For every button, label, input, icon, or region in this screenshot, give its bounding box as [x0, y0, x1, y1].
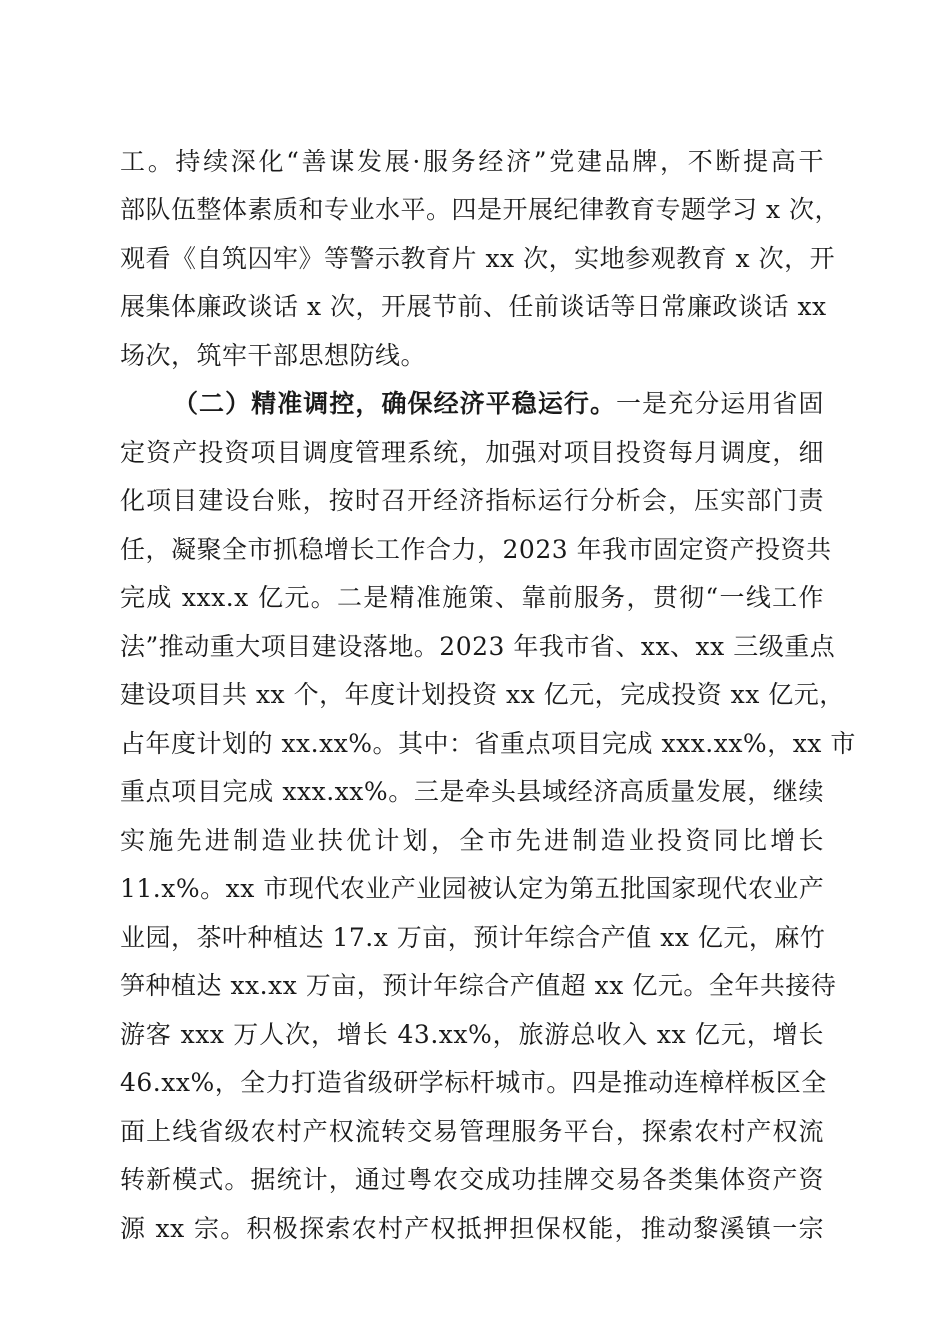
text-line-20: 46.xx%，全力打造省级研学标杆城市。四是推动连樟样板区全 — [120, 1068, 827, 1097]
text-line-5: 场次，筑牢干部思想防线。 — [120, 341, 427, 370]
text-line-9: 任，凝聚全市抓稳增长工作合力，2023 年我市固定资产投资共 — [120, 535, 832, 564]
section-heading: （二）精准调控，确保经济平稳运行。 — [173, 389, 617, 418]
text-line-18: 笋种植达 xx.xx 万亩，预计年综合产值超 xx 亿元。全年共接待 — [120, 971, 837, 1000]
text-line-7: 定资产投资项目调度管理系统，加强对项目投资每月调度，细 — [120, 438, 824, 467]
text-line-10: 完成 xxx.x 亿元。二是精准施策、靠前服务，贯彻“一线工作 — [120, 583, 824, 612]
text-line-15: 实施先进制造业扶优计划，全市先进制造业投资同比增长 — [120, 826, 824, 855]
text-line-8: 化项目建设台账，按时召开经济指标运行分析会，压实部门责 — [120, 486, 824, 515]
text-line-19: 游客 xxx 万人次，增长 43.xx%，旅游总收入 xx 亿元，增长 — [120, 1020, 824, 1049]
text-line-11: 法”推动重大项目建设落地。2023 年我市省、xx、xx 三级重点 — [120, 632, 836, 661]
section-line-1-text: 一是充分运用省固 — [616, 389, 824, 418]
text-line-14: 重点项目完成 xxx.xx%。三是牵头县域经济高质量发展，继续 — [120, 777, 824, 806]
text-line-17: 业园，茶叶种植达 17.x 万亩，预计年综合产值 xx 亿元，麻竹 — [120, 923, 826, 952]
text-line-16: 11.x%。xx 市现代农业产业园被认定为第五批国家现代农业产 — [120, 874, 825, 903]
text-line-1: 工。持续深化“善谋发展·服务经济”党建品牌，不断提高干 — [120, 147, 824, 176]
text-line-21: 面上线省级农村产权流转交易管理服务平台，探索农村产权流 — [120, 1117, 824, 1146]
text-line-13: 占年度计划的 xx.xx%。其中：省重点项目完成 xxx.xx%，xx 市 — [120, 729, 856, 758]
text-line-12: 建设项目共 xx 个，年度计划投资 xx 亿元，完成投资 xx 亿元， — [120, 680, 845, 709]
text-line-3: 观看《自筑囚牢》等警示教育片 xx 次，实地参观教育 x 次，开 — [120, 244, 836, 273]
text-line-4: 展集体廉政谈话 x 次，开展节前、任前谈话等日常廉政谈话 xx — [120, 292, 827, 321]
text-line-22: 转新模式。据统计，通过粤农交成功挂牌交易各类集体资产资 — [120, 1165, 824, 1194]
section-line-1 — [173, 384, 824, 424]
text-line-23: 源 xx 宗。积极探索农村产权抵押担保权能，推动黎溪镇一宗 — [120, 1214, 824, 1243]
text-line-2: 部队伍整体素质和专业水平。四是开展纪律教育专题学习 x 次， — [120, 195, 840, 224]
